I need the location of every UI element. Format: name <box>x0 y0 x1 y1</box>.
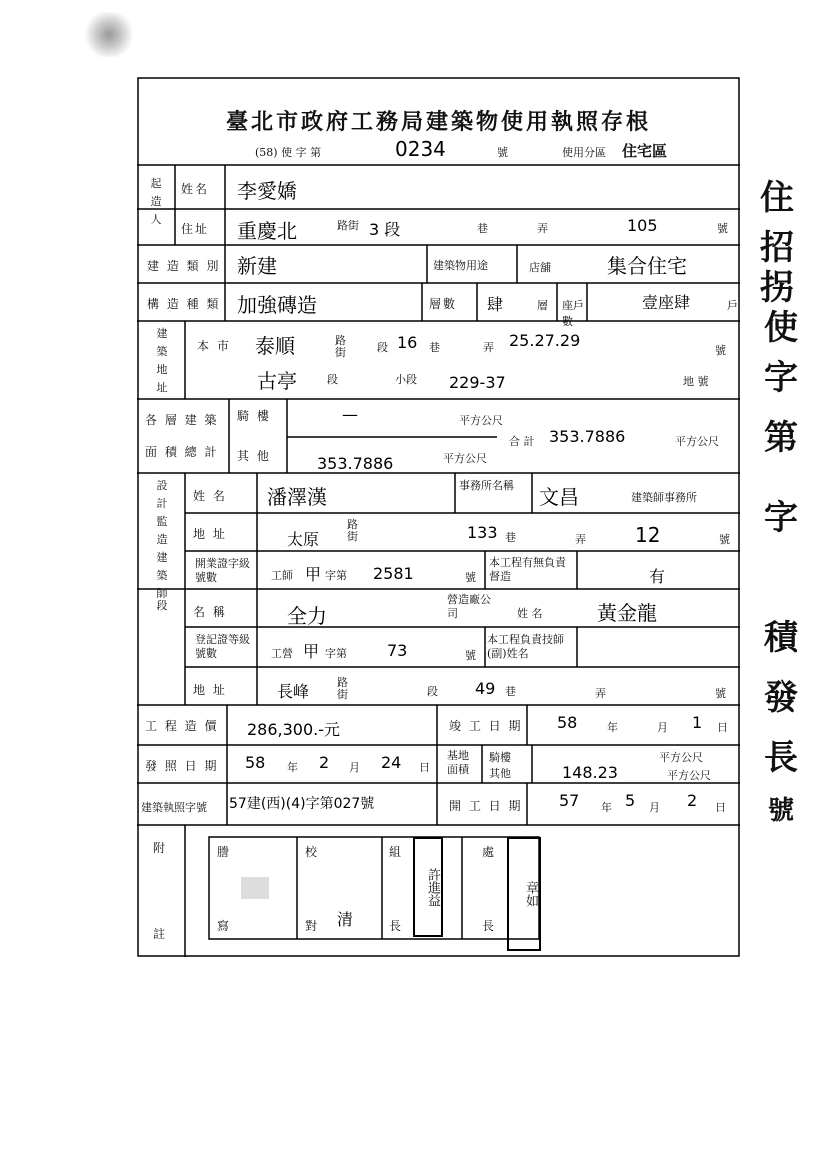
architect-alley-value: 12 <box>635 523 661 547</box>
license-prefix: (58) 使 字 第 <box>255 146 322 159</box>
building-use-value: 集合住宅 <box>607 254 687 278</box>
site-district: 古亭 <box>257 369 297 393</box>
issue-year-label: 年 <box>287 761 298 774</box>
side-char-1: 住 <box>760 178 794 218</box>
license-form <box>137 77 740 957</box>
side-char-7: 字 <box>764 498 798 538</box>
building-type-label: 建 造 類 別 <box>147 259 221 273</box>
contractor-name-value: 全力 <box>287 604 327 628</box>
note-label-top: 附 <box>153 841 168 855</box>
start-date-label: 開 工 日 期 <box>449 799 523 813</box>
contractor-reg-value: 73 <box>387 641 408 660</box>
architect-reg-suffix: 號 <box>465 571 476 584</box>
other-area-unit: 平方公尺 <box>443 452 487 465</box>
contractor-road-label: 路街 <box>337 676 348 701</box>
structure-label: 構 造 種 類 <box>147 297 221 311</box>
transcribe-label-top: 謄 <box>217 845 232 859</box>
architect-road-label: 路街 <box>347 518 358 543</box>
site-section-label: 段 <box>377 341 388 354</box>
contractor-reg-mid: 字第 <box>325 647 347 660</box>
section-chief-label-top: 組 <box>389 845 404 859</box>
contractor-section-label: 段 <box>156 599 168 612</box>
other-area-value: 353.7886 <box>317 454 394 473</box>
applicant-name-value: 李愛嬌 <box>237 179 297 203</box>
contractor-person-label: 姓 名 <box>517 607 543 620</box>
proofread-label-bottom: 對 <box>305 919 320 933</box>
contractor-alley-label: 弄 <box>595 687 606 700</box>
site-road: 泰順 <box>255 334 295 358</box>
base-arcade-unit: 平方公尺 <box>659 751 703 764</box>
side-char-3: 拐 <box>760 268 794 308</box>
scan-noise <box>85 12 133 57</box>
complete-day-label: 日 <box>717 721 728 734</box>
contractor-section-label: 段 <box>427 685 438 698</box>
note-label-bottom: 註 <box>153 927 168 941</box>
households-label: 座戶數 <box>562 299 584 328</box>
contractor-reg-prefix: 工營 <box>271 647 293 660</box>
issue-date-label: 發 照 日 期 <box>145 759 219 773</box>
cost-value: 286,300.-元 <box>247 720 341 739</box>
contractor-address-label: 地 址 <box>193 683 227 697</box>
households-unit: 戶 <box>727 299 738 312</box>
architect-reg-label: 開業證字級號數 <box>195 557 250 584</box>
households-value: 壹座肆 <box>642 293 691 312</box>
contractor-tech-label: 本工程負責技師(副)姓名 <box>487 633 564 660</box>
side-char-10: 長 <box>764 738 798 778</box>
director-label-bottom: 長 <box>482 919 497 933</box>
contractor-no-label: 號 <box>715 687 726 700</box>
architect-name-value: 潘澤漢 <box>267 485 327 509</box>
arcade-unit: 平方公尺 <box>459 414 503 427</box>
start-day: 2 <box>687 791 698 810</box>
architect-lane-label: 巷 <box>505 531 516 544</box>
complete-month-label: 月 <box>657 721 668 734</box>
section-chief-label-bottom: 長 <box>389 919 404 933</box>
side-char-6: 第 <box>764 418 798 458</box>
architect-reg-mid: 字第 <box>325 569 347 582</box>
architect-no-label: 號 <box>719 533 730 546</box>
license-suffix: 號 <box>497 146 508 159</box>
stamp-smudge <box>241 877 269 899</box>
applicant-address-section: 3 段 <box>369 220 401 239</box>
complete-date-label: 竣 工 日 期 <box>449 719 523 733</box>
permit-value: 57建(西)(4)字第027號 <box>229 796 375 812</box>
site-road-label: 路街 <box>335 334 346 359</box>
base-other-unit: 平方公尺 <box>667 769 711 782</box>
responsible-value: 有 <box>649 567 666 586</box>
applicant-address-no: 105 <box>627 216 658 235</box>
contractor-name-label: 名 稱 <box>193 605 227 619</box>
site-alley-label: 弄 <box>483 341 494 354</box>
architect-reg-value: 2581 <box>373 564 414 583</box>
side-char-4: 使 <box>764 308 798 348</box>
transcribe-label-bottom: 寫 <box>217 919 232 933</box>
director-stamp: 章如 <box>507 837 541 951</box>
complete-date-value: 58 <box>557 713 578 732</box>
building-use-prefix: 店舖 <box>529 261 551 274</box>
site-lane-label: 巷 <box>429 341 440 354</box>
side-char-9: 發 <box>764 678 798 718</box>
site-no-label: 號 <box>715 344 726 357</box>
floors-value: 肆 <box>487 295 504 314</box>
architect-reg-prefix: 工師 <box>271 569 293 582</box>
director-label-top: 處 <box>482 845 497 859</box>
start-month: 5 <box>625 791 636 810</box>
firm-suffix: 建築師事務所 <box>631 491 697 504</box>
contractor-reg-label: 登記證等級號數 <box>195 633 250 660</box>
issue-month-label: 月 <box>349 761 360 774</box>
applicant-alley-label: 弄 <box>537 222 548 235</box>
license-number: 0234 <box>395 137 446 161</box>
base-area-label: 基地面積 <box>447 749 469 776</box>
base-arcade-label: 騎樓 <box>489 751 511 764</box>
permit-label: 建築執照字號 <box>141 801 207 814</box>
cost-label: 工 程 造 價 <box>145 719 219 733</box>
zone-value: 住宅區 <box>622 142 668 160</box>
area-total-value: 353.7886 <box>549 427 626 446</box>
contractor-address-road: 長峰 <box>277 682 310 701</box>
arcade-label: 騎 樓 <box>237 409 271 423</box>
area-total-unit: 平方公尺 <box>675 435 719 448</box>
building-type-value: 新建 <box>237 254 277 278</box>
issue-day-label: 日 <box>419 761 430 774</box>
architect-reg-grade: 甲 <box>305 565 322 584</box>
area-label-1: 各 層 建 築 <box>145 413 219 427</box>
architect-section-label: 設計監造建築師 <box>156 479 168 600</box>
contractor-person-value: 黃金龍 <box>597 601 657 625</box>
architect-address-road: 太原 <box>287 530 320 549</box>
structure-value: 加強磚造 <box>237 293 317 317</box>
site-no: 25.27.29 <box>509 331 581 350</box>
base-area-value: 148.23 <box>562 763 618 782</box>
applicant-no-label: 號 <box>717 222 728 235</box>
issue-year: 58 <box>245 753 266 772</box>
contractor-reg-grade: 甲 <box>303 642 320 661</box>
start-year: 57 <box>559 791 580 810</box>
base-other-label: 其他 <box>489 767 511 780</box>
firm-value: 文昌 <box>539 485 579 509</box>
architect-name-label: 姓 名 <box>193 489 227 503</box>
zone-label: 使用分區 <box>562 146 606 159</box>
applicant-address-road: 重慶北 <box>237 219 297 243</box>
other-area-label: 其 他 <box>237 449 271 463</box>
site-district-section: 段 <box>327 373 338 386</box>
applicant-lane-label: 巷 <box>477 222 488 235</box>
contractor-company-label: 營造廠公司 <box>447 593 491 620</box>
area-total-label: 合 計 <box>509 435 535 448</box>
complete-day-value: 1 <box>692 713 703 732</box>
proofread-signature: 清 <box>337 910 354 929</box>
site-city: 本 市 <box>197 339 231 353</box>
site-lot: 229-37 <box>449 373 506 392</box>
responsible-label: 本工程有無負責督造 <box>489 556 566 583</box>
complete-year-label: 年 <box>607 721 618 734</box>
architect-lane-value: 133 <box>467 523 498 542</box>
side-char-8: 積 <box>764 618 798 658</box>
architect-address-label: 地 址 <box>193 527 227 541</box>
site-lane: 16 <box>397 333 418 352</box>
architect-alley-label: 弄 <box>575 533 586 546</box>
contractor-lane-value: 49 <box>475 679 496 698</box>
start-year-label: 年 <box>601 801 612 814</box>
start-month-label: 月 <box>649 801 660 814</box>
side-char-2: 招 <box>760 228 794 268</box>
section-chief-stamp: 許進益 <box>413 837 443 937</box>
floors-unit: 層 <box>537 299 548 312</box>
building-use-label: 建築物用途 <box>433 259 488 272</box>
arcade-value: — <box>342 405 358 424</box>
floors-label: 層數 <box>429 297 458 311</box>
issue-month: 2 <box>319 753 330 772</box>
firm-label: 事務所名稱 <box>459 479 514 492</box>
side-char-5: 字 <box>764 358 798 398</box>
start-day-label: 日 <box>715 801 726 814</box>
applicant-name-label: 姓名 <box>181 182 210 196</box>
side-char-11: 號 <box>768 796 795 826</box>
proofread-label-top: 校 <box>305 845 320 859</box>
area-label-2: 面 積 總 計 <box>145 445 219 459</box>
issue-day: 24 <box>381 753 402 772</box>
applicant-section-label: 起造人 <box>150 177 162 226</box>
site-label: 建築地址 <box>156 327 168 394</box>
form-grid <box>137 77 740 957</box>
applicant-address-label: 住址 <box>181 222 210 236</box>
site-subsection-label: 小段 <box>395 373 417 386</box>
site-lot-label: 地 號 <box>683 375 709 388</box>
contractor-lane-label: 巷 <box>505 685 516 698</box>
applicant-road-label: 路街 <box>337 219 359 232</box>
form-title: 臺北市政府工務局建築物使用執照存根 <box>225 109 651 135</box>
contractor-reg-suffix: 號 <box>465 649 476 662</box>
